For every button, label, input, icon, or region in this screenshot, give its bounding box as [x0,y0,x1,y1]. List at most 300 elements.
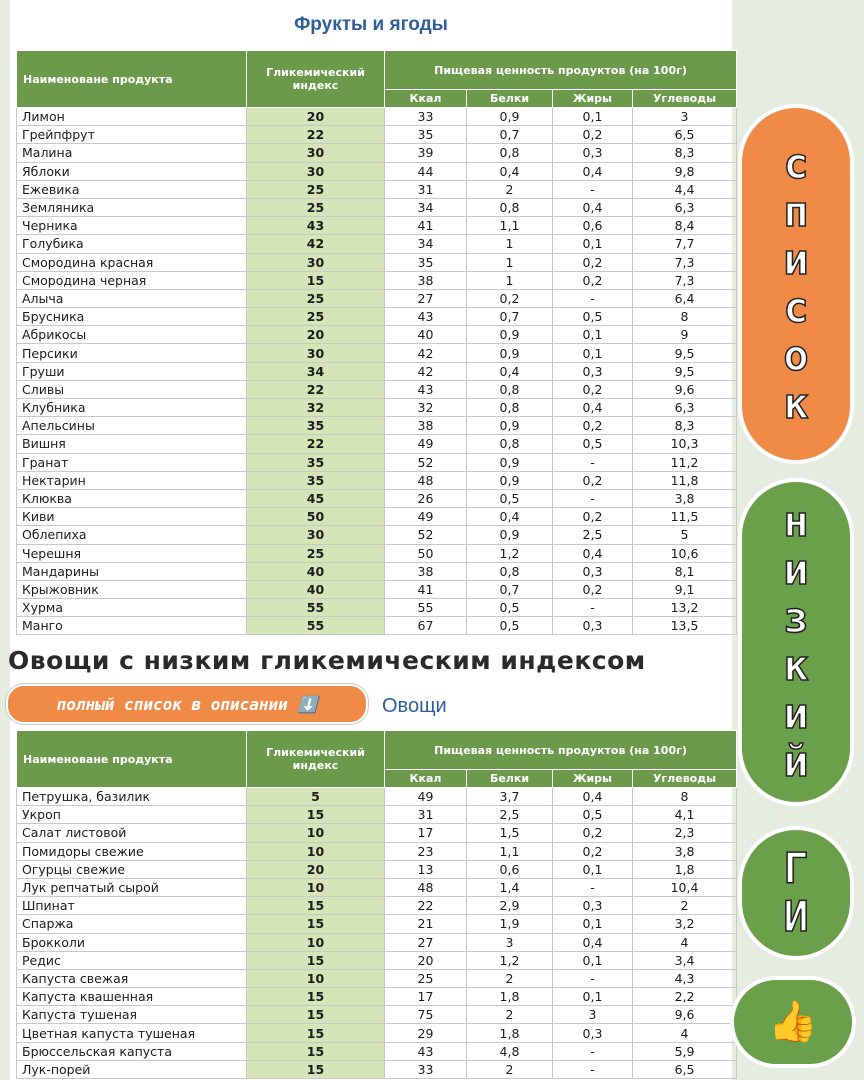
cell-protein: 1,4 [467,878,553,896]
cell-kcal: 49 [385,508,467,526]
cell-protein: 1,8 [467,1024,553,1042]
cell-protein: 0,8 [467,435,553,453]
cell-fat: 0,4 [553,399,633,417]
cell-carbs: 6,3 [633,198,737,216]
table-row [17,362,737,380]
cell-protein: 0,8 [467,399,553,417]
cell-protein: 2,5 [467,806,553,824]
cell-gi: 15 [247,1024,385,1042]
side-letter: з [783,593,809,642]
side-letter: с [783,283,809,332]
cell-name: Спаржа [17,915,247,933]
cell-kcal: 31 [385,806,467,824]
cell-kcal: 42 [385,344,467,362]
table-row [17,399,737,417]
cell-carbs: 4,1 [633,806,737,824]
table-row [17,860,737,878]
cell-name: Киви [17,508,247,526]
table-row [17,1060,737,1078]
cell-name: Мандарины [17,562,247,580]
cell-gi: 22 [247,435,385,453]
cell-protein: 1,2 [467,544,553,562]
table-row [17,435,737,453]
cell-carbs: 8,3 [633,144,737,162]
cell-kcal: 43 [385,380,467,398]
cell-protein: 1 [467,271,553,289]
cell-carbs: 4 [633,1024,737,1042]
table-row [17,1042,737,1060]
table-row [17,1006,737,1024]
cell-kcal: 44 [385,162,467,180]
table-row [17,617,737,635]
cell-fat: 0,2 [553,253,633,271]
cell-carbs: 9,6 [633,1006,737,1024]
header-kcal: Ккал [385,90,467,108]
table-row [17,453,737,471]
cell-fat: 0,4 [553,198,633,216]
side-letter: с [783,139,809,188]
cell-carbs: 11,2 [633,453,737,471]
cell-kcal: 38 [385,417,467,435]
header-gi: Гликемический индекс [247,731,385,788]
cell-protein: 0,6 [467,860,553,878]
cell-gi: 25 [247,544,385,562]
cell-kcal: 33 [385,108,467,126]
table-row [17,198,737,216]
cell-fat: 0,1 [553,860,633,878]
table-row [17,253,737,271]
cell-protein: 3 [467,933,553,951]
cell-fat: - [553,1060,633,1078]
cell-fat: 0,5 [553,435,633,453]
cell-carbs: 8,3 [633,417,737,435]
cell-protein: 2 [467,180,553,198]
table-row [17,544,737,562]
cell-name: Капуста свежая [17,969,247,987]
cell-name: Смородина черная [17,271,247,289]
cell-gi: 10 [247,969,385,987]
cell-gi: 42 [247,235,385,253]
fruits-section-title: Фрукты и ягоды [294,14,448,35]
cell-protein: 0,8 [467,144,553,162]
cell-kcal: 13 [385,860,467,878]
cell-name: Салат листовой [17,824,247,842]
table-row [17,526,737,544]
cell-carbs: 3,8 [633,489,737,507]
table-row [17,271,737,289]
cell-carbs: 8,1 [633,562,737,580]
cell-protein: 0,9 [467,526,553,544]
cell-carbs: 10,3 [633,435,737,453]
cell-protein: 0,9 [467,453,553,471]
cell-gi: 35 [247,417,385,435]
side-label-nizkiy [738,478,854,806]
cell-name: Грейпфрут [17,126,247,144]
cell-gi: 40 [247,562,385,580]
cell-fat: - [553,1042,633,1060]
cell-gi: 22 [247,380,385,398]
cell-gi: 15 [247,1060,385,1078]
cell-name: Алыча [17,289,247,307]
cell-kcal: 42 [385,362,467,380]
fruits-table-wrapper [16,50,736,635]
header-name: Наименоване продукта [17,731,247,788]
cell-protein: 1 [467,253,553,271]
vegetables-table [16,730,737,1079]
cell-carbs: 7,3 [633,271,737,289]
table-row [17,562,737,580]
table-row [17,235,737,253]
cell-kcal: 52 [385,453,467,471]
cell-fat: 0,4 [553,162,633,180]
cell-fat: - [553,453,633,471]
cell-carbs: 11,8 [633,471,737,489]
table-row [17,144,737,162]
table-row [17,308,737,326]
cell-kcal: 41 [385,580,467,598]
cell-protein: 4,8 [467,1042,553,1060]
cell-gi: 15 [247,951,385,969]
cell-fat: 0,3 [553,897,633,915]
cell-carbs: 4,4 [633,180,737,198]
cell-kcal: 17 [385,988,467,1006]
side-letter: й [783,737,809,786]
cell-fat: - [553,878,633,896]
cell-name: Петрушка, базилик [17,788,247,806]
cell-kcal: 38 [385,271,467,289]
cell-fat: 0,1 [553,108,633,126]
table-row [17,842,737,860]
cell-fat: 0,2 [553,126,633,144]
cell-carbs: 9,5 [633,344,737,362]
cell-gi: 20 [247,860,385,878]
side-letter: к [783,641,809,690]
cell-protein: 1,1 [467,842,553,860]
cell-kcal: 20 [385,951,467,969]
vegetables-section-title: Овощи [382,695,447,717]
cell-name: Лук репчатый сырой [17,878,247,896]
cell-protein: 2 [467,969,553,987]
cell-gi: 10 [247,878,385,896]
cell-protein: 1,9 [467,915,553,933]
cell-carbs: 6,5 [633,1060,737,1078]
cell-kcal: 40 [385,326,467,344]
cell-gi: 25 [247,289,385,307]
cell-carbs: 8 [633,788,737,806]
cell-protein: 0,7 [467,126,553,144]
cell-fat: 0,4 [553,933,633,951]
vegetables-table-wrapper [16,730,736,1079]
cell-fat: - [553,599,633,617]
cell-gi: 25 [247,198,385,216]
header-nutrition: Пищевая ценность продуктов (на 100г) [385,731,737,770]
cell-name: Огурцы свежие [17,860,247,878]
cell-gi: 30 [247,162,385,180]
cell-fat: 3 [553,1006,633,1024]
cell-fat: 0,1 [553,326,633,344]
cell-fat: 0,4 [553,544,633,562]
cell-kcal: 39 [385,144,467,162]
cell-protein: 0,4 [467,508,553,526]
cell-gi: 34 [247,362,385,380]
cell-name: Крыжовник [17,580,247,598]
cell-carbs: 9,5 [633,362,737,380]
cell-name: Шпинат [17,897,247,915]
cell-gi: 22 [247,126,385,144]
cell-name: Лук-порей [17,1060,247,1078]
cell-gi: 30 [247,344,385,362]
cell-name: Груши [17,362,247,380]
cell-fat: 0,3 [553,617,633,635]
cell-gi: 20 [247,326,385,344]
cell-kcal: 31 [385,180,467,198]
cell-name: Яблоки [17,162,247,180]
cell-fat: 0,1 [553,235,633,253]
cell-gi: 20 [247,108,385,126]
table-row [17,326,737,344]
table-row [17,969,737,987]
cell-protein: 0,4 [467,362,553,380]
table-row [17,180,737,198]
cell-carbs: 3,4 [633,951,737,969]
cell-protein: 1,5 [467,824,553,842]
cell-fat: 0,2 [553,580,633,598]
cell-gi: 5 [247,788,385,806]
cell-protein: 2 [467,1060,553,1078]
cell-carbs: 3,8 [633,842,737,860]
cell-fat: 0,3 [553,144,633,162]
cell-name: Манго [17,617,247,635]
cell-fat: 0,2 [553,471,633,489]
cell-name: Малина [17,144,247,162]
side-letter: п [783,187,809,236]
cell-name: Гранат [17,453,247,471]
cell-protein: 3,7 [467,788,553,806]
cell-name: Облепиха [17,526,247,544]
cell-carbs: 7,3 [633,253,737,271]
cell-kcal: 22 [385,897,467,915]
cell-carbs: 3,2 [633,915,737,933]
cell-fat: 0,2 [553,380,633,398]
cell-carbs: 1,8 [633,860,737,878]
side-letter: н [783,497,809,546]
cell-fat: 0,1 [553,344,633,362]
cell-carbs: 10,4 [633,878,737,896]
cell-carbs: 6,5 [633,126,737,144]
header-fat: Жиры [553,770,633,788]
cell-name: Клюква [17,489,247,507]
side-letter: Г [783,844,809,893]
cell-protein: 0,7 [467,308,553,326]
header-gi: Гликемический индекс [247,51,385,108]
cell-kcal: 35 [385,253,467,271]
cell-protein: 0,5 [467,617,553,635]
cell-carbs: 9 [633,326,737,344]
table-row [17,897,737,915]
header-carbs: Углеводы [633,770,737,788]
thumbs-up-icon: 👍 [730,976,856,1068]
side-letter: к [783,379,809,428]
cell-kcal: 29 [385,1024,467,1042]
cell-gi: 30 [247,526,385,544]
cell-kcal: 49 [385,788,467,806]
cell-fat: 0,3 [553,362,633,380]
cell-protein: 0,9 [467,344,553,362]
cell-gi: 30 [247,144,385,162]
cell-name: Брюссельская капуста [17,1042,247,1060]
cell-name: Капуста тушеная [17,1006,247,1024]
cell-protein: 1,8 [467,988,553,1006]
cell-gi: 15 [247,806,385,824]
description-link-pill[interactable]: полный список в описании ⬇️ [6,684,368,724]
cell-protein: 1,1 [467,217,553,235]
table-row [17,289,737,307]
cell-protein: 1,2 [467,951,553,969]
cell-kcal: 75 [385,1006,467,1024]
table-row [17,806,737,824]
cell-fat: 0,1 [553,951,633,969]
cell-gi: 43 [247,217,385,235]
table-row [17,580,737,598]
table-row [17,126,737,144]
cell-name: Хурма [17,599,247,617]
table-row [17,380,737,398]
cell-name: Брокколи [17,933,247,951]
cell-gi: 10 [247,824,385,842]
side-letter: о [783,331,809,380]
cell-name: Персики [17,344,247,362]
cell-protein: 2 [467,1006,553,1024]
side-label-spisok [738,104,854,464]
cell-kcal: 48 [385,471,467,489]
cell-carbs: 5,9 [633,1042,737,1060]
table-row [17,417,737,435]
cell-kcal: 25 [385,969,467,987]
cell-protein: 0,4 [467,162,553,180]
table-row [17,489,737,507]
cell-kcal: 67 [385,617,467,635]
cell-gi: 50 [247,508,385,526]
cell-kcal: 55 [385,599,467,617]
cell-protein: 0,9 [467,326,553,344]
cell-gi: 55 [247,617,385,635]
cell-gi: 30 [247,253,385,271]
cell-carbs: 2 [633,897,737,915]
cell-kcal: 49 [385,435,467,453]
cell-kcal: 34 [385,235,467,253]
cell-kcal: 27 [385,933,467,951]
fruits-table-body [17,108,737,635]
cell-kcal: 52 [385,526,467,544]
table-row [17,217,737,235]
side-letter: и [783,545,809,594]
cell-protein: 0,7 [467,580,553,598]
cell-kcal: 48 [385,878,467,896]
header-fat: Жиры [553,90,633,108]
cell-kcal: 41 [385,217,467,235]
cell-name: Брусника [17,308,247,326]
cell-kcal: 35 [385,126,467,144]
cell-carbs: 9,1 [633,580,737,598]
table-row [17,471,737,489]
cell-protein: 0,5 [467,489,553,507]
table-row [17,599,737,617]
cell-carbs: 6,3 [633,399,737,417]
cell-kcal: 34 [385,198,467,216]
cell-carbs: 8,4 [633,217,737,235]
cell-name: Клубника [17,399,247,417]
cell-carbs: 13,5 [633,617,737,635]
cell-fat: - [553,180,633,198]
cell-kcal: 32 [385,399,467,417]
cell-kcal: 43 [385,308,467,326]
table-row [17,988,737,1006]
cell-carbs: 7,7 [633,235,737,253]
cell-gi: 55 [247,599,385,617]
cell-protein: 0,9 [467,108,553,126]
cell-name: Ежевика [17,180,247,198]
cell-fat: 0,3 [553,1024,633,1042]
cell-gi: 15 [247,897,385,915]
cell-name: Абрикосы [17,326,247,344]
cell-name: Земляника [17,198,247,216]
cell-name: Укроп [17,806,247,824]
table-row [17,951,737,969]
cell-carbs: 2,2 [633,988,737,1006]
cell-fat: 0,2 [553,508,633,526]
header-protein: Белки [467,770,553,788]
cell-protein: 0,5 [467,599,553,617]
fruits-table [16,50,737,635]
cell-gi: 32 [247,399,385,417]
table-row [17,824,737,842]
cell-carbs: 11,5 [633,508,737,526]
cell-name: Черника [17,217,247,235]
cell-name: Вишня [17,435,247,453]
cell-fat: - [553,289,633,307]
table-row [17,108,737,126]
cell-kcal: 21 [385,915,467,933]
cell-fat: 0,2 [553,824,633,842]
cell-fat: 0,6 [553,217,633,235]
cell-gi: 15 [247,915,385,933]
cell-fat: 0,2 [553,417,633,435]
cell-kcal: 26 [385,489,467,507]
cell-gi: 45 [247,489,385,507]
side-label-gi [738,826,854,960]
cell-name: Смородина красная [17,253,247,271]
table-row [17,915,737,933]
cell-carbs: 9,8 [633,162,737,180]
cell-gi: 15 [247,1042,385,1060]
cell-fat: 0,5 [553,308,633,326]
side-letter: и [783,235,809,284]
cell-protein: 0,2 [467,289,553,307]
cell-gi: 40 [247,580,385,598]
cell-carbs: 4 [633,933,737,951]
table-row [17,878,737,896]
cell-kcal: 38 [385,562,467,580]
cell-kcal: 43 [385,1042,467,1060]
cell-fat: 0,2 [553,842,633,860]
cell-name: Помидоры свежие [17,842,247,860]
cell-fat: 2,5 [553,526,633,544]
cell-gi: 10 [247,933,385,951]
cell-carbs: 6,4 [633,289,737,307]
cell-fat: 0,5 [553,806,633,824]
cell-carbs: 3 [633,108,737,126]
cell-kcal: 33 [385,1060,467,1078]
